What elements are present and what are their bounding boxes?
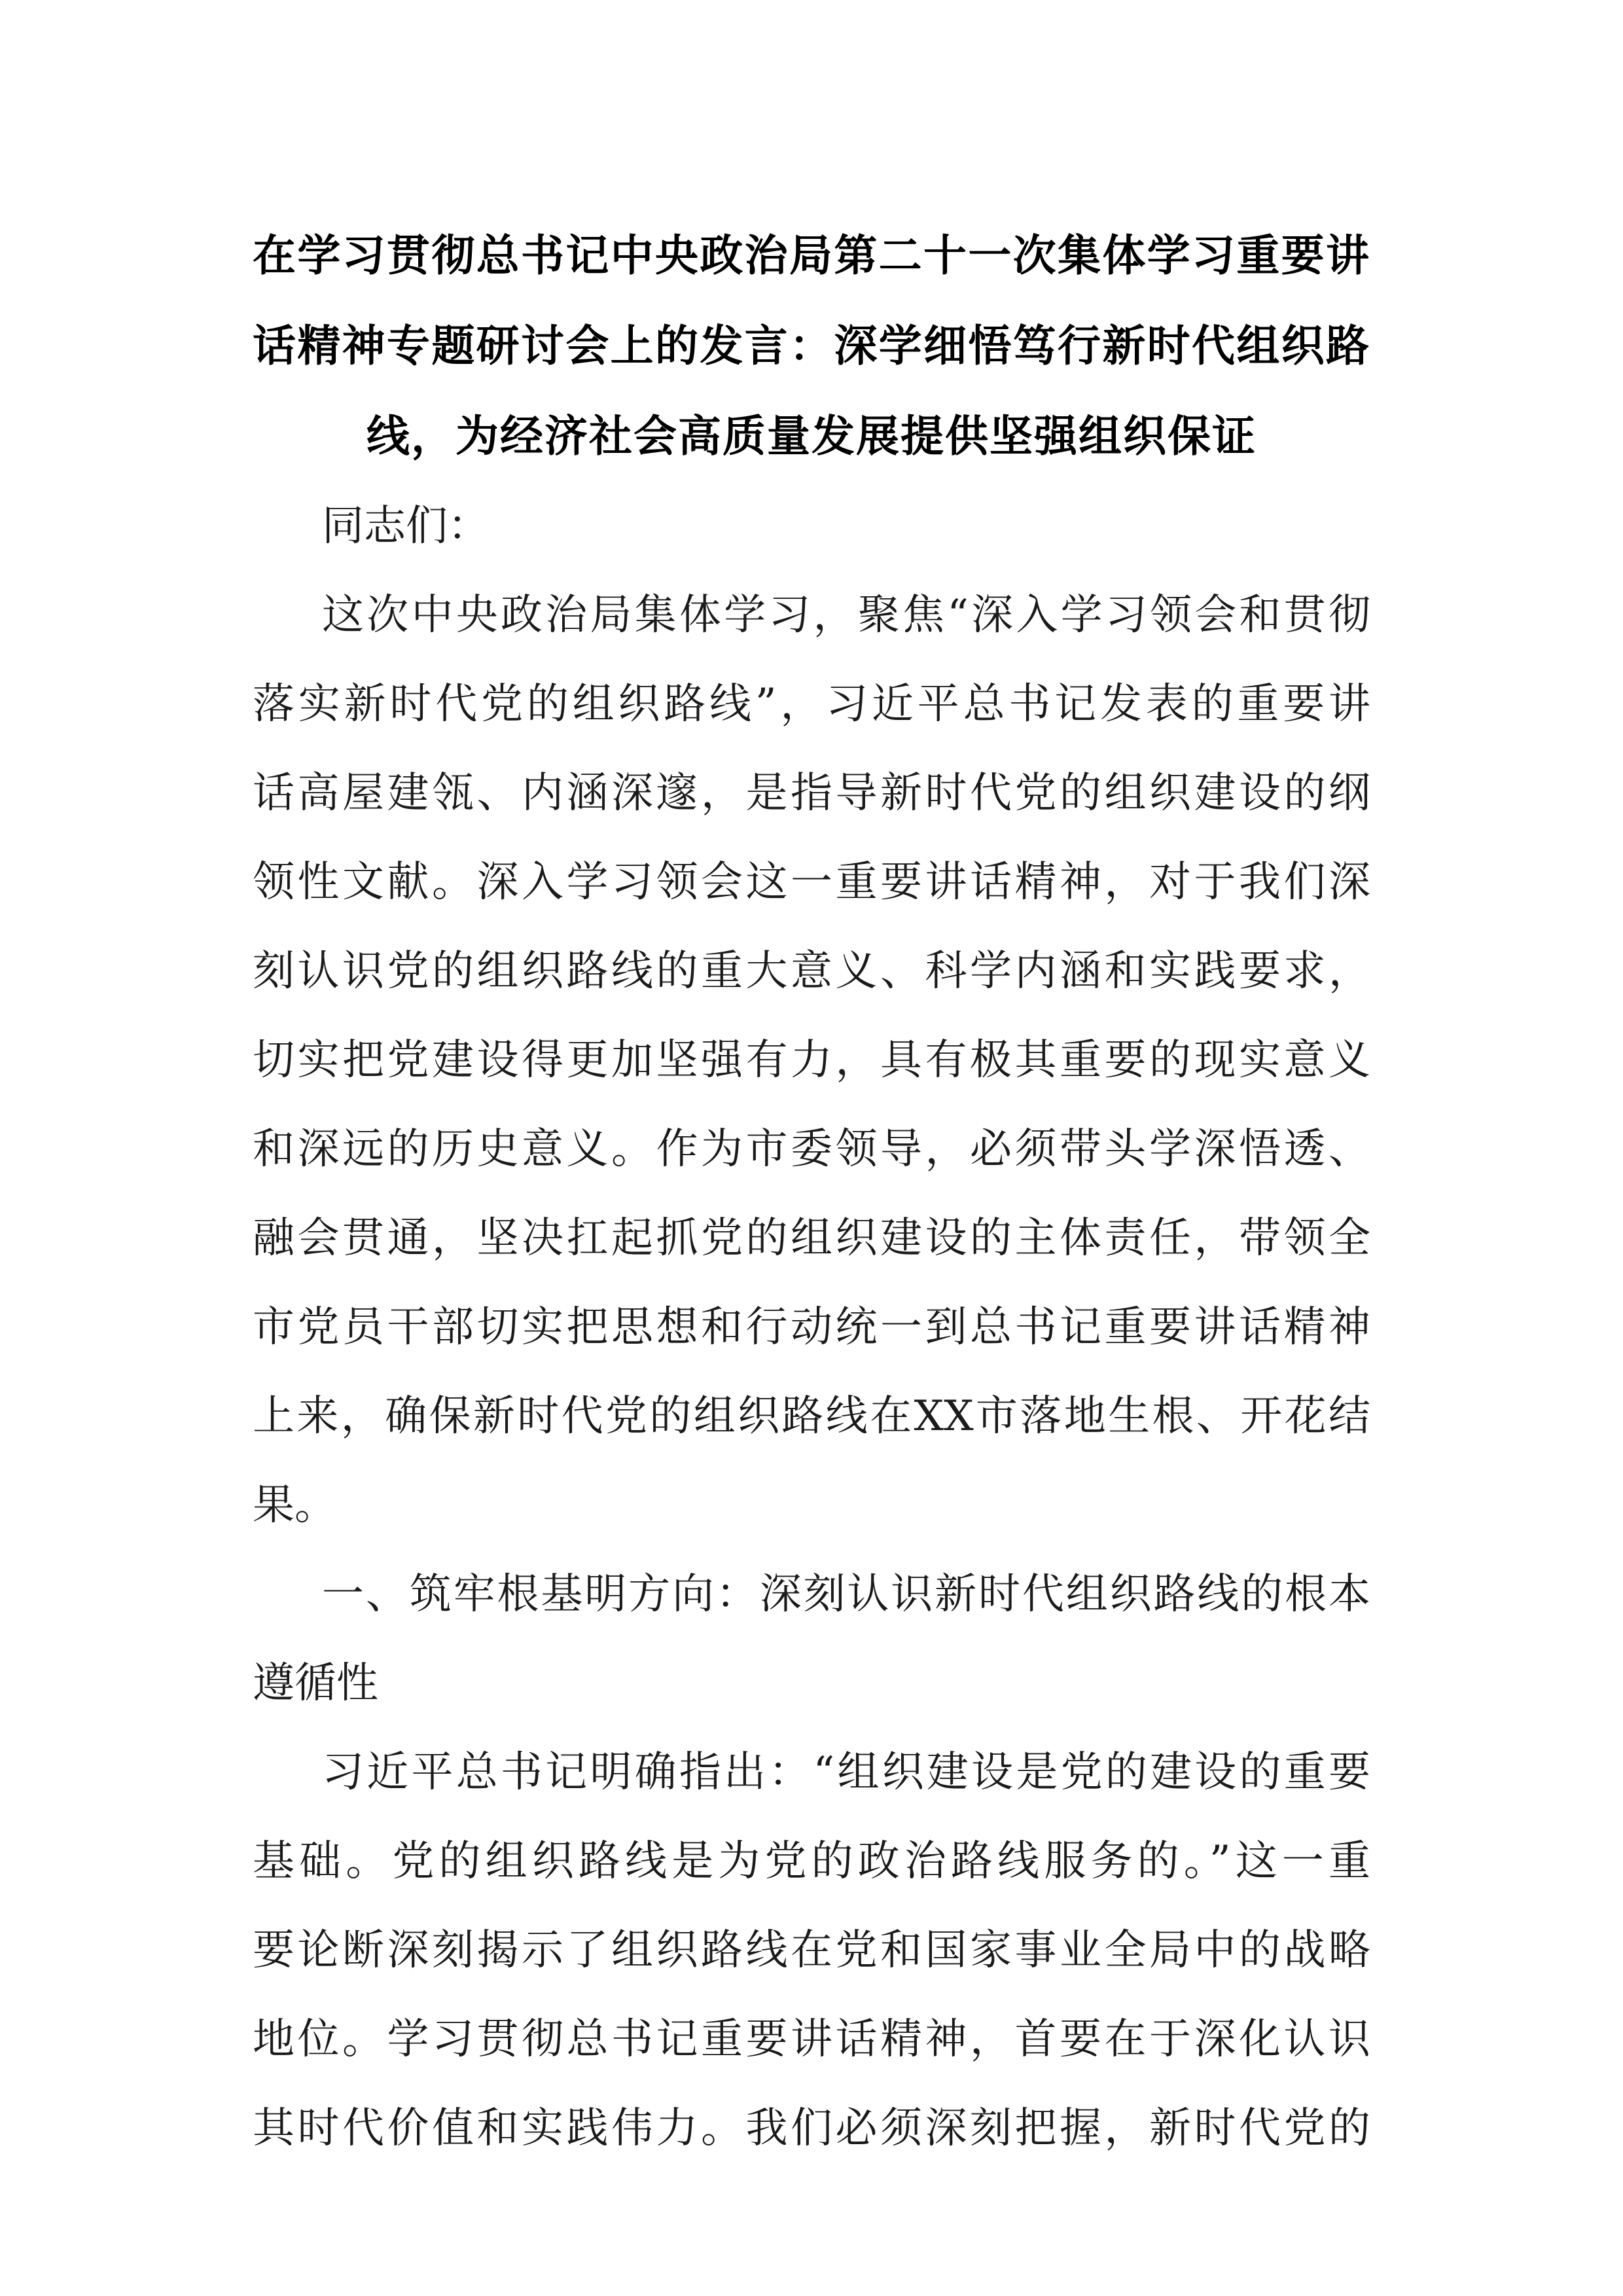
paragraph-line: 落实新时代党的组织路线”，习近平总书记发表的重要讲 <box>253 680 1370 728</box>
paragraph-line: 刻认识党的组织路线的重大意义、科学内涵和实践要求， <box>253 947 1370 996</box>
section-heading-1 <box>253 1550 1370 1728</box>
paragraph-line: 切实把党建设得更加坚强有力，具有极其重要的现实意义 <box>253 1036 1370 1085</box>
title-line: 在学习贯彻总书记中央政治局第二十一次集体学习重要讲 <box>253 230 1370 281</box>
paragraph-line: 地位。学习贯彻总书记重要讲话精神，首要在于深化认识 <box>253 2015 1370 2064</box>
paragraph-line: 市党员干部切实把思想和行动统一到总书记重要讲话精神 <box>253 1303 1370 1352</box>
paragraph-line: 要论断深刻揭示了组织路线在党和国家事业全局中的战略 <box>253 1926 1370 1975</box>
salutation: 同志们： <box>322 502 490 550</box>
heading-line: 遵循性 <box>253 1659 378 1708</box>
paragraph-line: 上来，确保新时代党的组织路线在XX市落地生根、开花结 <box>253 1392 1370 1441</box>
paragraph-line: 其时代价值和实践伟力。我们必须深刻把握，新时代党的 <box>253 2104 1370 2153</box>
paragraph-line: 这次中央政治局集体学习，聚焦“深入学习领会和贯彻 <box>322 591 1370 639</box>
paragraph-line: 和深远的历史意义。作为市委领导，必须带头学深悟透、 <box>253 1125 1370 1174</box>
paragraph-line: 果。 <box>253 1481 336 1530</box>
paragraph-line: 话高屋建瓴、内涵深邃，是指导新时代党的组织建设的纲 <box>253 769 1370 817</box>
paragraph-line: 融会贯通，坚决扛起抓党的组织建设的主体责任，带领全 <box>253 1214 1370 1263</box>
paragraph-section-1 <box>253 1728 1370 2173</box>
title-line: 线，为经济社会高质量发展提供坚强组织保证 <box>366 411 1257 461</box>
document-body <box>253 482 1370 2173</box>
document-title <box>253 211 1370 482</box>
paragraph-line: 基础。党的组织路线是为党的政治路线服务的。”这一重 <box>253 1837 1370 1886</box>
heading-line: 一、筑牢根基明方向：深刻认识新时代组织路线的根本 <box>322 1570 1370 1619</box>
paragraph-line: 领性文献。深入学习领会这一重要讲话精神，对于我们深 <box>253 858 1370 906</box>
paragraph-line: 习近平总书记明确指出：“组织建设是党的建设的重要 <box>322 1748 1370 1797</box>
title-line: 话精神专题研讨会上的发言：深学细悟笃行新时代组织路 <box>253 321 1370 371</box>
paragraph-intro <box>253 571 1370 1550</box>
